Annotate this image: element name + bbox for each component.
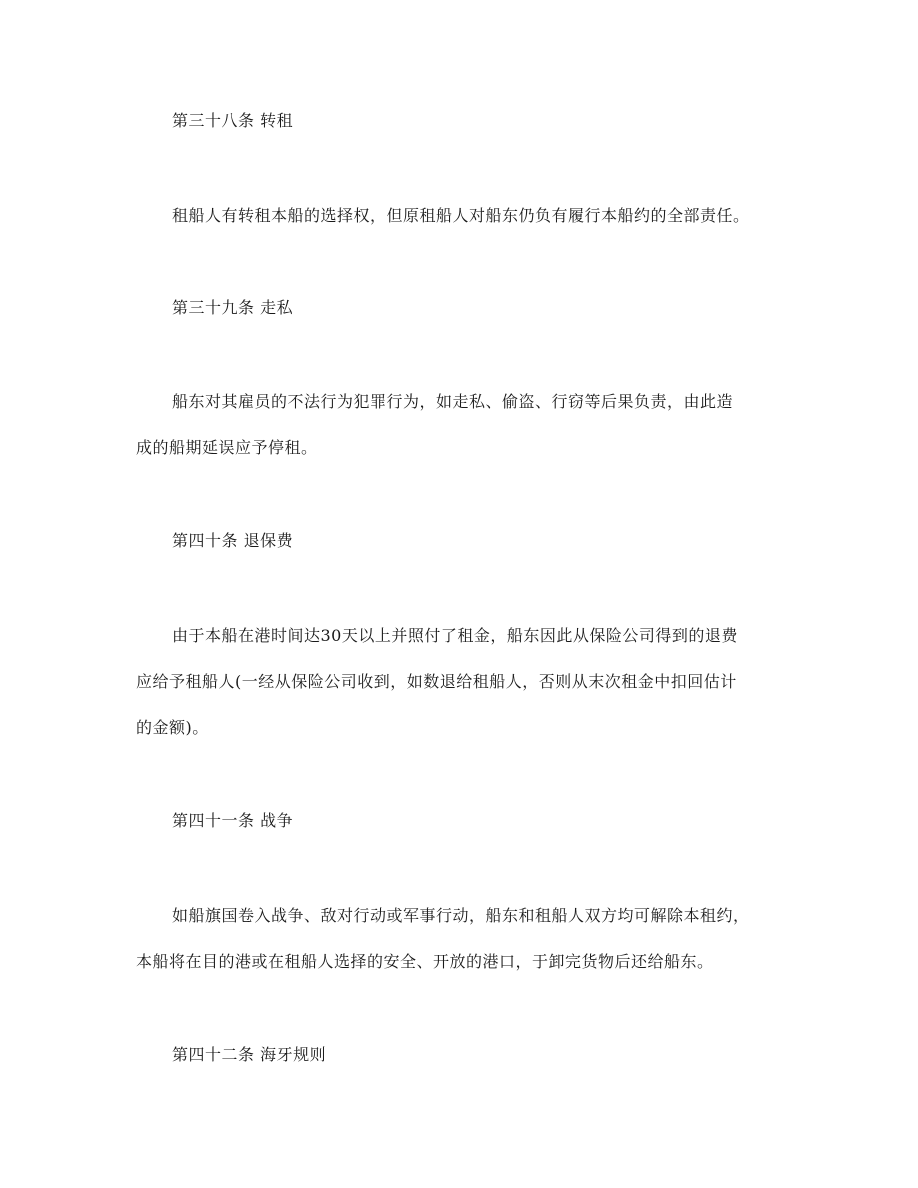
article-40-line-3: 的金额)。 <box>136 718 209 737</box>
article-40-line-1: 由于本船在港时间达30天以上并照付了租金，船东因此从保险公司得到的退费 <box>172 626 738 645</box>
article-42-heading: 第四十二条 海牙规则 <box>172 1045 327 1064</box>
article-41-line-2: 本船将在目的港或在租船人选择的安全、开放的港口，于卸完货物后还给船东。 <box>136 952 714 971</box>
article-41-line-1: 如船旗国卷入战争、敌对行动或军事行动，船东和租船人双方均可解除本租约， <box>172 906 750 925</box>
article-38-heading: 第三十八条 转租 <box>172 111 294 130</box>
article-39-line-1: 船东对其雇员的不法行为犯罪行为，如走私、偷盗、行窃等后果负责，由此造 <box>172 392 734 411</box>
article-39-line-2: 成的船期延误应予停租。 <box>136 438 318 457</box>
article-39-heading: 第三十九条 走私 <box>172 298 294 317</box>
article-38-line-1: 租船人有转租本船的选择权，但原租船人对船东仍负有履行本船约的全部责任。 <box>172 206 750 225</box>
article-40-heading: 第四十条 退保费 <box>172 531 294 550</box>
article-41-heading: 第四十一条 战争 <box>172 811 294 830</box>
article-40-line-2: 应给予租船人(一经从保险公司收到，如数退给租船人，否则从末次租金中扣回估计 <box>136 672 737 691</box>
